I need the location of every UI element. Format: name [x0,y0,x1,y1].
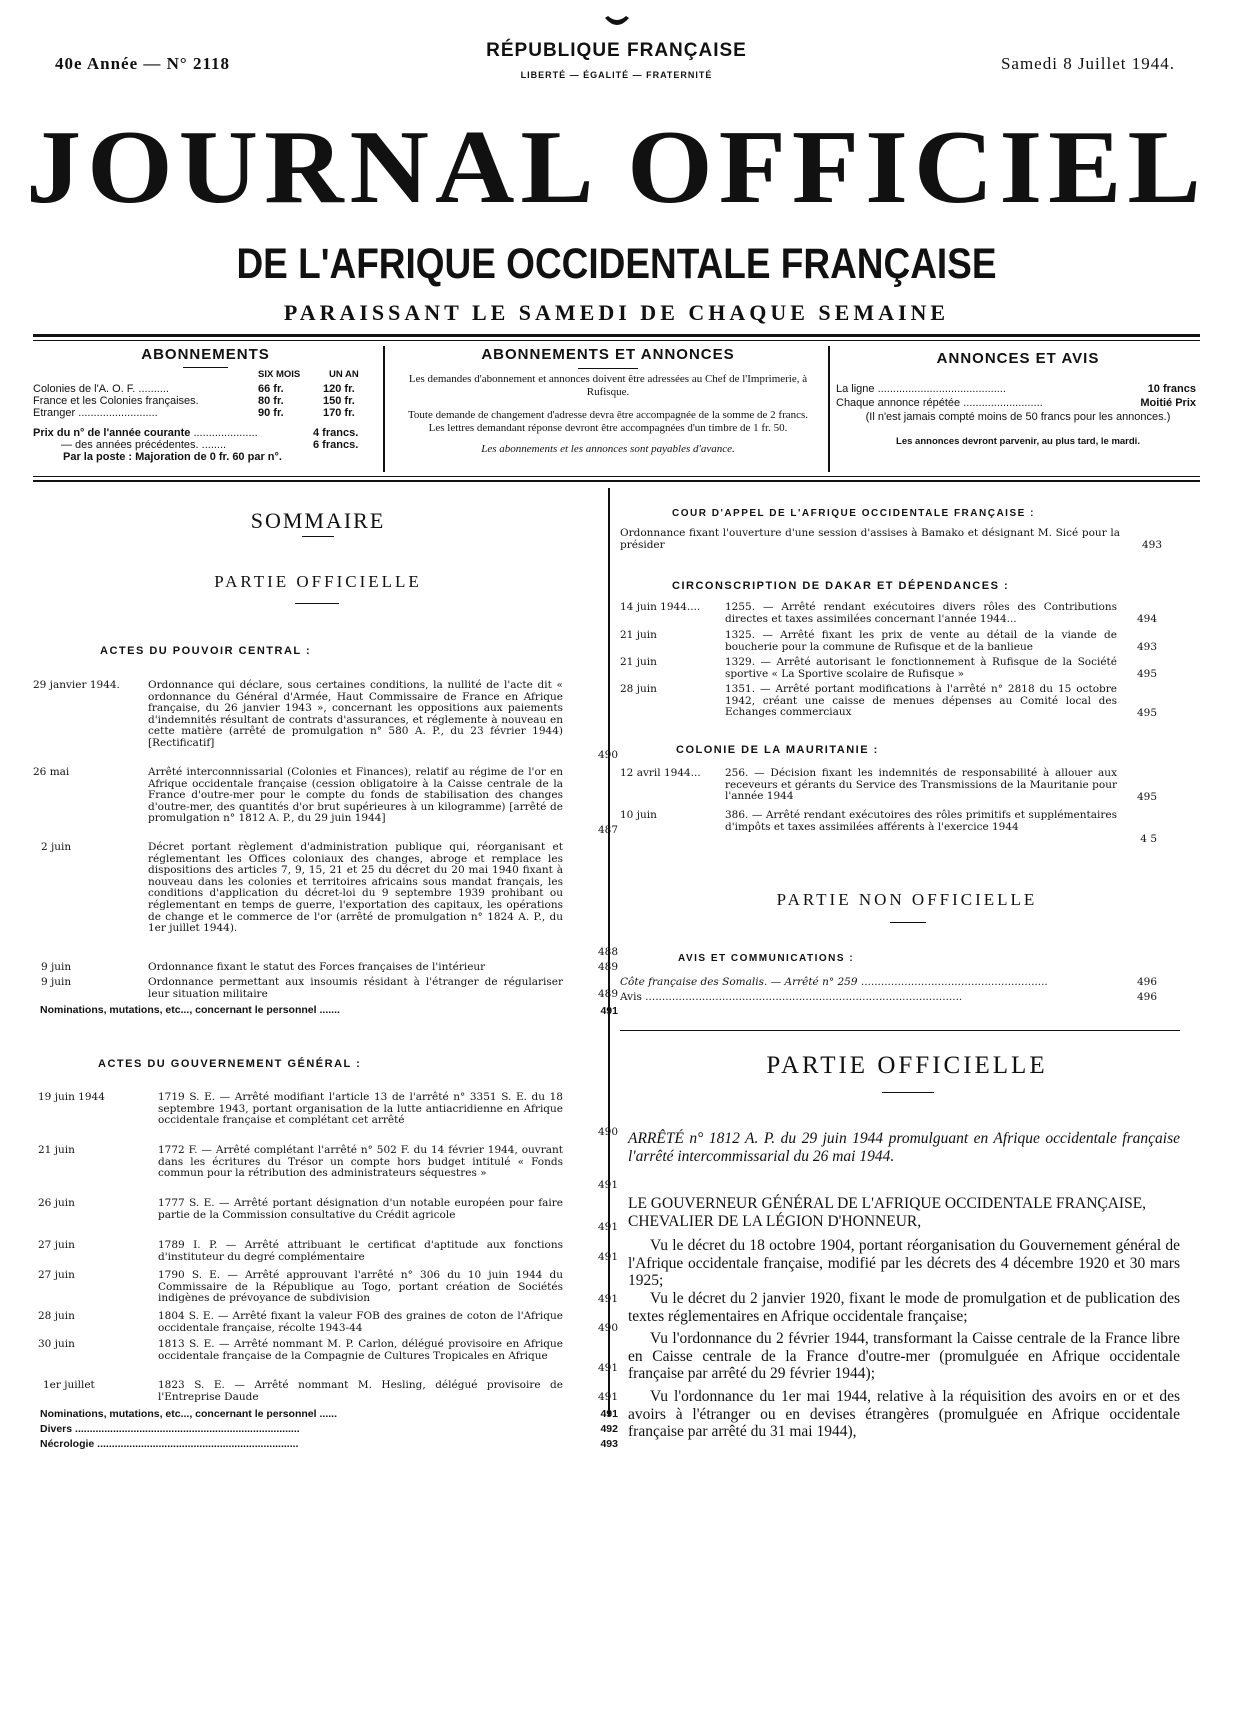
section-gouvernement-general: ACTES DU GOUVERNEMENT GÉNÉRAL : [98,1058,362,1070]
vu-paragraph: Vu l'ordonnance du 1er mai 1944, relative à la réquisition des avoirs en or et des avoirs à l'étranger ou en devises étrangères (promulguée en Afrique occidentale française par arrêté du 31 mai 1944), [628,1388,1180,1440]
list-item: 21 juin 1329. — Arrêté autorisant le fonctionnement à Rufisque de la Société sportive « La Sportive scolaire de Rufisque » 495 [620,656,1157,681]
list-item: Ordonnance fixant l'ouverture d'une session d'assises à Bamako et désignant M. Sicé pour la présider 493 [620,527,1162,552]
masthead-subtitle: DE L'AFRIQUE OCCIDENTALE FRANÇAISE [236,240,997,288]
nominations-line: Nominations, mutations, etc..., concernant le personnel ....... 491 [40,1004,618,1018]
col-one-year: UN AN [329,369,359,380]
republic-title: RÉPUBLIQUE FRANÇAISE [486,40,747,61]
col-six-months: SIX MOIS [258,369,301,380]
issue-number: 40e Année — N° 2118 [55,54,231,73]
list-item: 27 juin 1790 S. E. — Arrêté approuvant l'arrêté n° 306 du 10 juin 1944 du Commissaire de la République au Togo, portant création de Sociétés indigènes de prévoyance de subdivision 491 [38,1269,618,1306]
issue-date: Samedi 8 Juillet 1944. [1000,54,1175,73]
list-item: 21 juin 1325. — Arrêté fixant les prix de vente au détail de la viande de boucherie pour la commune de Rufisque et de la banlieue 493 [620,629,1157,654]
subscription-address: Les demandes d'abonnement et annonces doivent être adressées au Chef de l'Imprimerie, à Rufisque. [408,373,808,398]
abonnements-annonces-title: ABONNEMENTS ET ANNONCES [481,346,735,363]
list-item: Avis ............................................................................................... 496 [620,991,1157,1004]
abonnements-box: ABONNEMENTS SIX MOIS UN AN Colonies de l'A. O. F. .......... 66 fr. 120 fr. France et les Colonies françaises. 80 fr. 150 fr. Etranger .......................... 90 fr. 170 fr. Prix du n° de l'année courante ..................... 4 francs. — des années précédentes. ........ 6 francs. Par la poste : Majoration de 0 fr. 60 par n°. [33,346,378,455]
list-item: 28 juin 1351. — Arrêté portant modifications à l'arrêté n° 2818 du 15 octobre 1942, créant une caisse de menues dépenses au Comité local des Echanges commerciaux 495 [620,683,1157,720]
vu-paragraph: Vu le décret du 2 janvier 1920, fixant le mode de promulgation et de publication des textes réglementaires en Afrique occidentale française; [628,1290,1180,1325]
partie-non-officielle-heading: PARTIE NON OFFICIELLE [776,890,1038,909]
annonces-avis-title: ANNONCES ET AVIS [936,350,1100,367]
list-item: 12 avril 1944... 256. — Décision fixant les indemnités de responsabilité à allouer aux receveurs et gérants du Service des Transmissions de la Mauritanie pour l'année 1944 495 [620,767,1157,804]
abonnements-annonces-box [393,346,823,456]
list-item: 27 juin 1789 I. P. — Arrêté attribuant le certificat d'aptitude aux fonctions d'instituteur du degré complémentaire 491 [38,1239,618,1264]
motto: LIBERTÉ — ÉGALITÉ — FRATERNITÉ [520,70,713,80]
list-item: 2 juin Décret portant règlement d'administration publique qui, réorganisant et réglementant les Offices coloniaux des changes, abroge et remplace les dispositions des articles 7, 9, 15, 21 et 25 du décret du 20 mai 1940 fixant à nouveau dans les colonies et territoires africains sous mandat français, les conditions d'application du décret-loi du 9 septembre 1939 prohibant ou réglementant en temps de guerre, l'exportation des capitaux, les opérations de change et le commerce de l'or (arrêté de promulgation n° 1824 A. P., du 1er juillet 1944). 488 [41,841,618,959]
sommaire-title: SOMMAIRE [250,508,386,533]
payment-note: Les abonnements et les annonces sont payables d'avance. [481,443,735,455]
price-current: Prix du n° de l'année courante ..................... [33,427,258,439]
masthead: JOURNAL OFFICIEL [26,109,1207,225]
section-pouvoir-central: ACTES DU POUVOIR CENTRAL : [100,645,312,657]
minimum-note: (Il n'est jamais compté moins de 50 francs pour les annonces.) [865,411,1171,423]
publication-frequency: PARAISSANT LE SAMEDI DE CHAQUE SEMAINE [283,300,950,325]
list-item: 30 juin 1813 S. E. — Arrêté nommant M. P. Carlon, délégué provisoire en Afrique occidentale française de la Compagnie de Cultures Tropicales en Afrique 491 [38,1338,618,1375]
necrologie-line: Nécrologie ..................................................................... 493 [40,1438,618,1451]
avis-heading: AVIS ET COMMUNICATIONS : [678,953,855,964]
list-item: 9 juin Ordonnance permettant aux insoumis résidant à l'étranger de régulariser leur situation militaire 489 [41,976,618,1001]
table-row: Colonies de l'A. O. F. .......... [33,383,169,395]
governor-line-1: LE GOUVERNEUR GÉNÉRAL DE L'AFRIQUE OCCIDENTALE FRANÇAISE, [628,1195,1147,1212]
nominations-line: Nominations, mutations, etc..., concernant le personnel ...... 491 [40,1408,618,1421]
table-row: Etranger .......................... [33,407,158,419]
emblem-icon [604,14,630,34]
list-item: 1er juillet 1823 S. E. — Arrêté nommant M. Hesling, délégué provisoire de l'Entreprise Daude 491 [43,1379,618,1404]
top-rule-thin [33,340,1200,341]
table-row: France et les Colonies françaises. [33,395,199,407]
list-item: 28 juin 1804 S. E. — Arrêté fixant la valeur FOB des graines de coton de l'Afrique occidentale française, récolte 1943-44 490 [38,1310,618,1335]
vu-paragraph: Vu le décret du 18 octobre 1904, portant réorganisation du Gouvernement général de l'Afrique occidentale française, modifié par les décrets des 4 décembre 1920 et 30 mars 1925; [628,1237,1180,1289]
mauritanie-heading: COLONIE DE LA MAURITANIE : [676,744,879,756]
abonnements-title: ABONNEMENTS [141,346,270,363]
list-item: Côte française des Somalis. — Arrêté n° 259 ........................................................ 496 [620,976,1157,989]
list-item: 14 juin 1944.... 1255. — Arrêté rendant exécutoires divers rôles des Contributions directes et taxes assimilées concernant l'année 1944... 494 [620,601,1157,626]
dakar-heading: CIRCONSCRIPTION DE DAKAR ET DÉPENDANCES : [672,580,1010,592]
annonces-avis-box: ANNONCES ET AVIS La ligne .......................................... 10 francs Chaque annonce répétée .......................... Moitié Prix (Il n'est jamais compté moins de 50 francs pour les annonces.) Les annonces devront parvenir, au plus tard, le mardi. [836,350,1200,448]
divers-line: Divers ............................................................................. 492 [40,1423,618,1436]
deadline-note: Les annonces devront parvenir, au plus tard, le mardi. [896,436,1140,447]
post-surcharge: Par la poste : Majoration de 0 fr. 60 par n°. [63,451,282,463]
list-item: 26 juin 1777 S. E. — Arrêté portant désignation d'un notable européen pour faire partie de la Commission consultative du Crédit agricole 491 [38,1197,618,1234]
arrete-title: ARRÊTÉ n° 1812 A. P. du 29 juin 1944 promulguant en Afrique occidentale française l'arrêté intercommissarial du 26 mai 1944. [628,1130,1180,1165]
list-item: 26 mai Arrêté interconnnissarial (Colonies et Finances), relatif au régime de l'or en Afrique occidentale française (cession obligatoire à la Caisse centrale de la France d'outre-mer pour le compte du fonds de stabilisation des changes d'outre-mer, des quantités d'or brut supérieures à un kilogramme) [arrêté de promulgation n° 1812 A. P., du 29 juin 1944] 487 [33,766,618,837]
cour-appel-heading: COUR D'APPEL DE L'AFRIQUE OCCIDENTALE FRANÇAISE : [672,508,1035,519]
list-item: 19 juin 1944 1719 S. E. — Arrêté modifiant l'article 13 de l'arrêté n° 3351 S. E. du 18 septembre 1943, portant organisation de la lutte antiacridienne en Afrique occidentale française et complétant cet arrêté 490 [38,1091,618,1139]
list-item: 10 juin 386. — Arrêté rendant exécutoires des rôles primitifs et supplémentaires d'impôts et taxes assimilées afférents à l'exercice 1944 4 5 [620,809,1157,846]
list-item: 29 janvier 1944. Ordonnance qui déclare, sous certaines conditions, la nullité de l'acte dit « ordonnance du Général d'Armée, Haut Commissaire de France en Afrique française, du 26 janvier 1943 », concernant les oppositions aux paiements d'indemnités résultant de contrats d'assurances, et réglemente à nouveau en cette matière (arrêté de promulgation n° 580 A. P., du 23 février 1944) [Rectificatif] 490 [33,679,618,762]
address-change-note: Toute demande de changement d'adresse devra être accompagnée de la somme de 2 francs. Les lettres demandant réponse devront être accompagnées d'un timbre de 1 fr. 50. [407,409,809,434]
vu-paragraph: Vu l'ordonnance du 2 février 1944, transformant la Caisse centrale de la France libre en Caisse centrale de la France d'outre-mer (promulguée en Afrique occidentale française par arrêté du 29 février 1944); [628,1330,1180,1382]
top-rule [33,334,1200,337]
partie-officielle-heading: PARTIE OFFICIELLE [214,572,422,591]
price-past: — des années précédentes. ........ [61,439,227,451]
list-item: 21 juin 1772 F. — Arrêté complétant l'arrêté n° 502 F. du 14 février 1944, ouvrant dans les écritures du Trésor un compte hors budget intitulé « Fonds commun pour la rétribution des administrateurs séquestres » 491 [38,1144,618,1192]
partie-officielle-main: PARTIE OFFICIELLE [766,1052,1048,1079]
governor-line-2: CHEVALIER DE LA LÉGION D'HONNEUR, [628,1213,922,1230]
list-item: 9 juin Ordonnance fixant le statut des Forces françaises de l'intérieur 489 [41,961,618,974]
